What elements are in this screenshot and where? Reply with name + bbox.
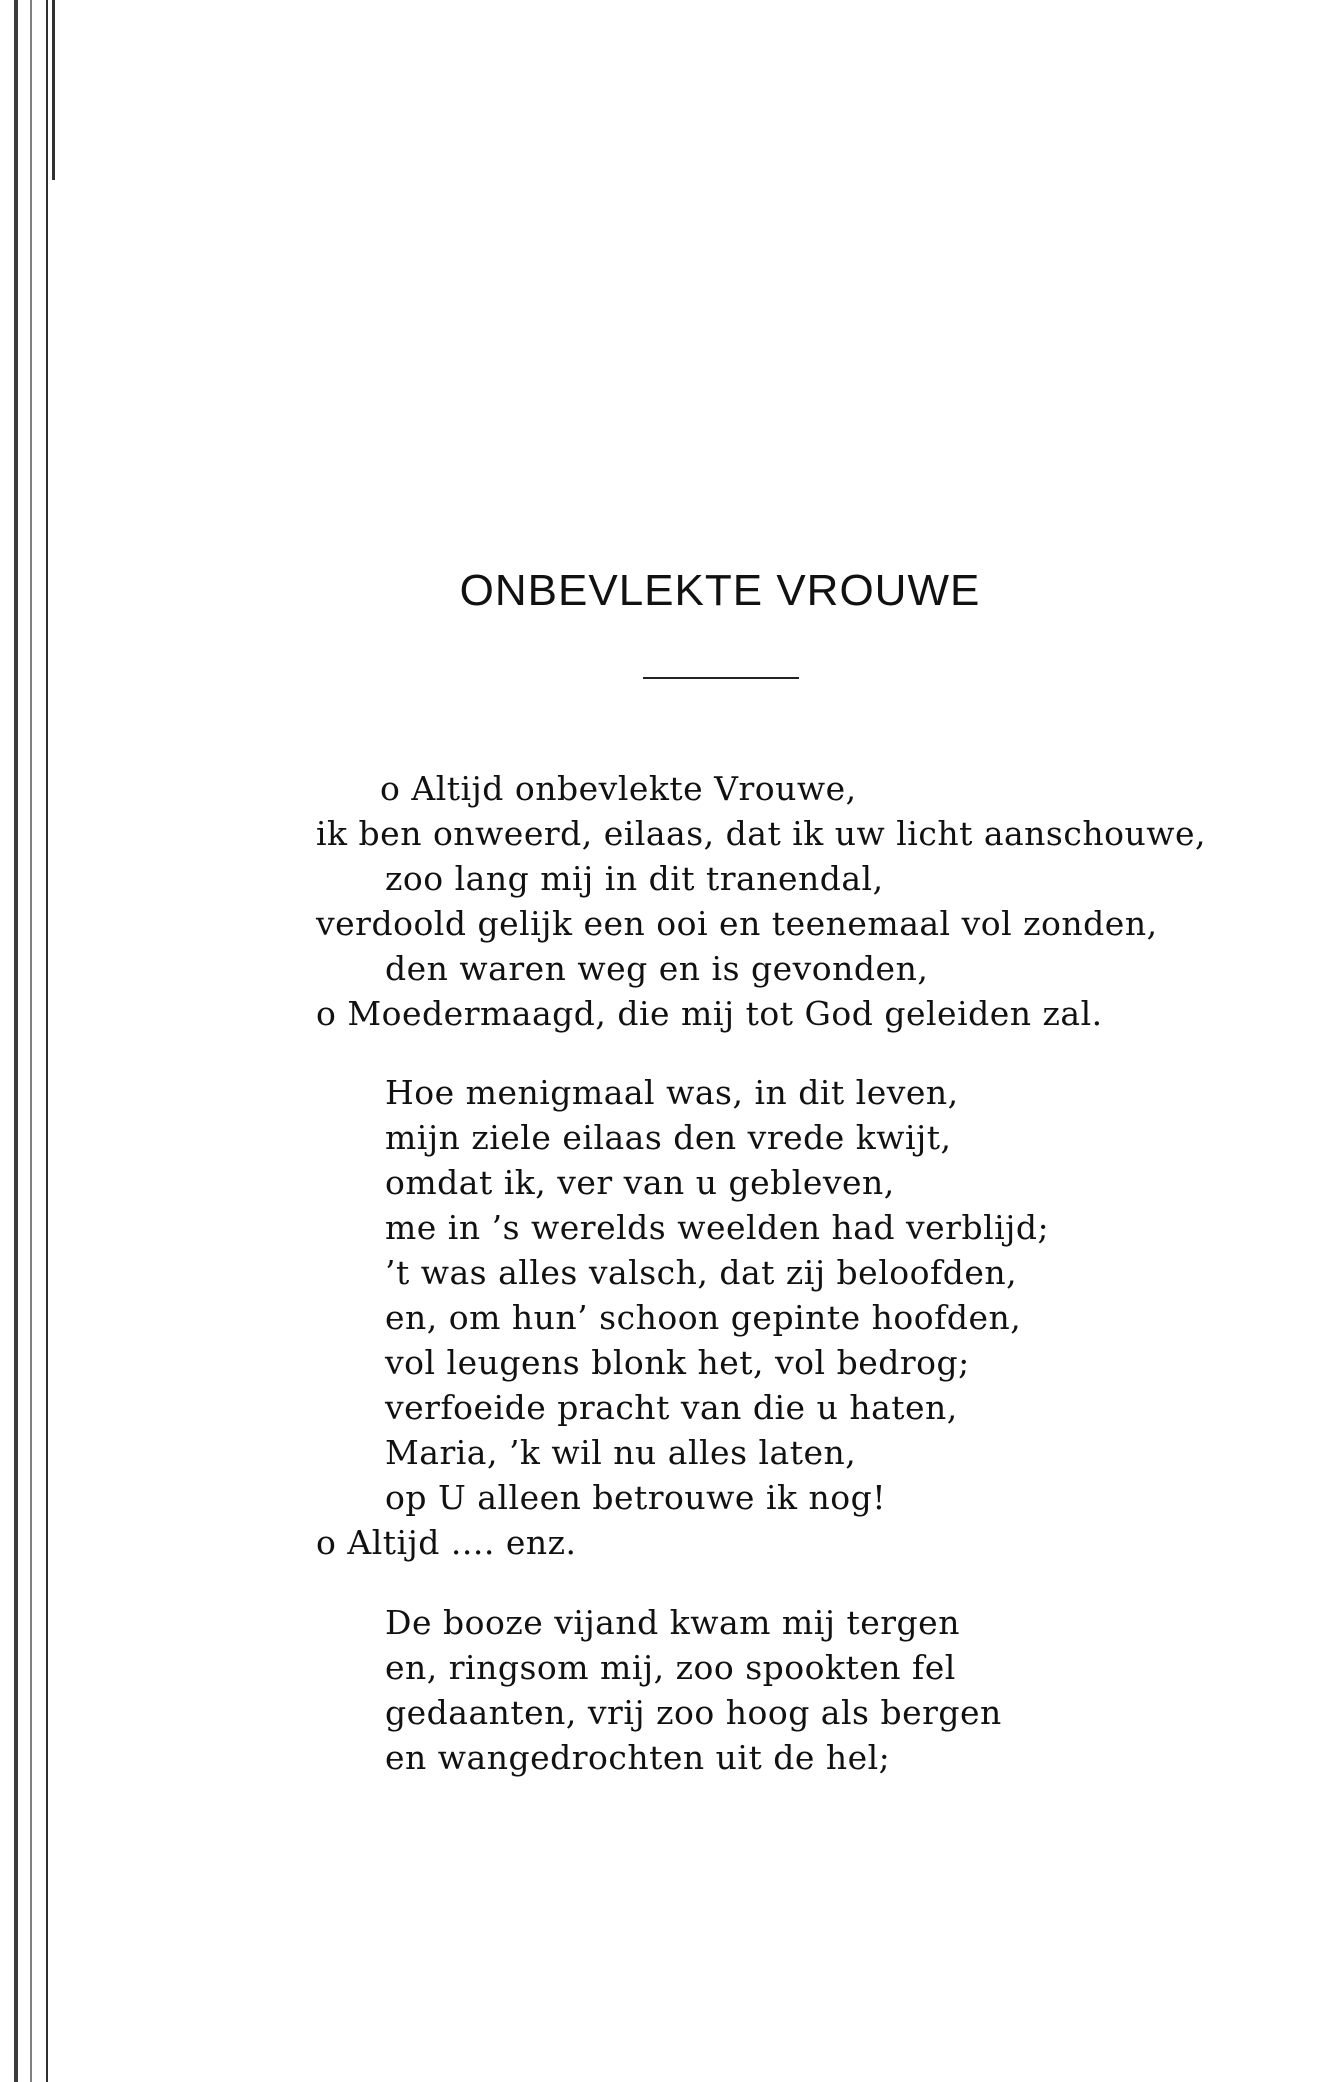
poem-line: en, ringsom mij, zoo spookten fel: [385, 1648, 956, 1687]
refrain-reference: o Altijd .... enz.: [316, 1523, 577, 1562]
poem-title: ONBEVLEKTE VROUWE: [459, 566, 981, 615]
poem-line: den waren weg en is gevonden,: [385, 949, 929, 988]
poem-line: mijn ziele eilaas den vrede kwijt,: [385, 1118, 952, 1157]
poem-line: ’t was alles valsch, dat zij beloofden,: [385, 1253, 1018, 1292]
binding-edge-mark: [30, 0, 32, 2082]
binding-edge-mark: [46, 0, 48, 2082]
poem-line: ik ben onweerd, eilaas, dat ik uw licht aanschouwe,: [316, 814, 1206, 853]
poem-line: omdat ik, ver van u gebleven,: [385, 1163, 895, 1202]
poem-line: en wangedrochten uit de hel;: [385, 1738, 891, 1777]
poem-line: verfoeide pracht van die u haten,: [385, 1388, 958, 1427]
binding-edge-mark: [14, 0, 18, 2082]
poem-line: me in ’s werelds weelden had verblijd;: [385, 1208, 1050, 1247]
poem-line: op U alleen betrouwe ik nog!: [385, 1478, 886, 1517]
poem-line: Hoe menigmaal was, in dit leven,: [385, 1073, 959, 1112]
title-divider: [643, 677, 799, 679]
poem-line: De booze vijand kwam mij tergen: [385, 1603, 960, 1642]
poem-line: o Moedermaagd, die mij tot God geleiden zal.: [316, 994, 1103, 1033]
poem-line: Maria, ’k wil nu alles laten,: [385, 1433, 857, 1472]
binding-edge-mark: [52, 0, 55, 180]
poem-line: o Altijd onbevlekte Vrouwe,: [380, 769, 857, 808]
poem-line: zoo lang mij in dit tranendal,: [385, 859, 884, 898]
poem-line: vol leugens blonk het, vol bedrog;: [385, 1343, 970, 1382]
poem-line: gedaanten, vrij zoo hoog als bergen: [385, 1693, 1002, 1732]
poem-line: en, om hun’ schoon gepinte hoofden,: [385, 1298, 1022, 1337]
poem-line: verdoold gelijk een ooi en teenemaal vol zonden,: [316, 904, 1158, 943]
